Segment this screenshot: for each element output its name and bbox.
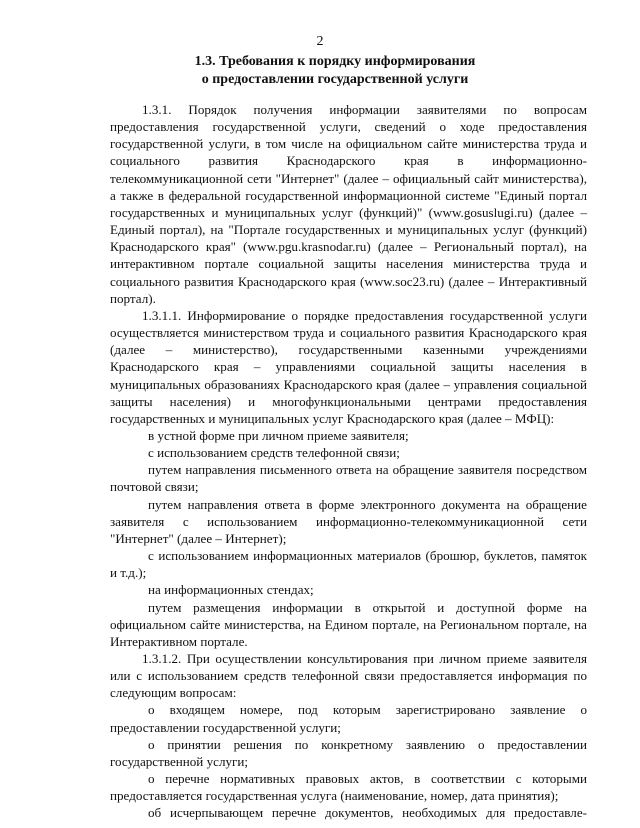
document-body (110, 101, 587, 821)
list-item: в устной форме при личном приеме заявителя; (148, 427, 409, 443)
paragraph-1-3-1-1: 1.3.1.1. Информирование о порядке предоставления государственной услуги осуществляется министерством труда и социального развития Краснодарского края (далее – министерство), государственными казенными учреждениями Краснодарского края – управлениями социальной защиты населения в муниципальных образованиях Краснодарского края (далее – управления социальной защиты населения) и многофункциональными центрами предоставления государственных и муниципальных услуг Краснодарского края (далее – МФЦ): (110, 307, 587, 426)
list-item: на информационных стендах; (148, 582, 314, 598)
list-item: путем направления ответа в форме электронного документа на обращение заявителя с использованием информационно-телекоммуникационной сети "Интернет" (далее – Интернет); (110, 496, 587, 546)
paragraph-1-3-1: 1.3.1. Порядок получения информации заявителями по вопросам предоставления государственной услуги, сведений о ходе предоставления государственной услуги, в том числе на официальном сайте министерства труда и социального развития Краснодарского края в информационно-телекоммуникационной сети "Интернет" (далее – официальный сайт министерства), а также в федеральной государственной информационной системе "Единый портал государственных и муниципальных услуг (функций)" (www.gosuslugi.ru) (далее – Единый портал), на "Портале государственных и муниципальных услуг (функций) Краснодарского края" (www.pgu.krasnodar.ru) (далее – Региональный портал), на интерактивном портале социальной защиты населения министерства труда и социального развития Краснодарского края (www.soc23.ru) (далее – Интерактивный портал). (110, 102, 587, 306)
page-number: 2 (316, 34, 324, 49)
list-item: путем размещения информации в открытой и доступной форме на официальном сайте министерства, на Едином портале, на Региональном портале, на Интерактивном портале. (110, 599, 587, 649)
list-item: о перечне нормативных правовых актов, в соответствии с которыми предоставляется государственная услуга (наименование, номер, дата принятия); (110, 771, 587, 804)
list-item: об исчерпывающем перечне документов, необходимых для предоставле- (148, 805, 587, 821)
list-item: с использованием информационных материалов (брошюр, буклетов, памяток и т.д.); (110, 548, 587, 581)
list-item: о принятии решения по конкретному заявлению о предоставлении государственной услуги; (110, 736, 587, 769)
list-item: о входящем номере, под которым зарегистрировано заявление о предоставлении государственной услуги; (110, 702, 587, 735)
list-item: путем направления письменного ответа на обращение заявителя посредством почтовой связи; (110, 462, 587, 495)
paragraph-1-3-1-2: 1.3.1.2. При осуществлении консультирования при личном приеме заявителя или с использованием средств телефонной связи предоставляется информация по следующим вопросам: (110, 651, 587, 701)
section-title-line: 1.3. Требования к порядку информирования (194, 54, 476, 69)
section-title (100, 53, 570, 89)
section-title-line: о предоставлении государственной услуги (201, 72, 469, 87)
list-item: с использованием средств телефонной связи; (148, 445, 400, 461)
